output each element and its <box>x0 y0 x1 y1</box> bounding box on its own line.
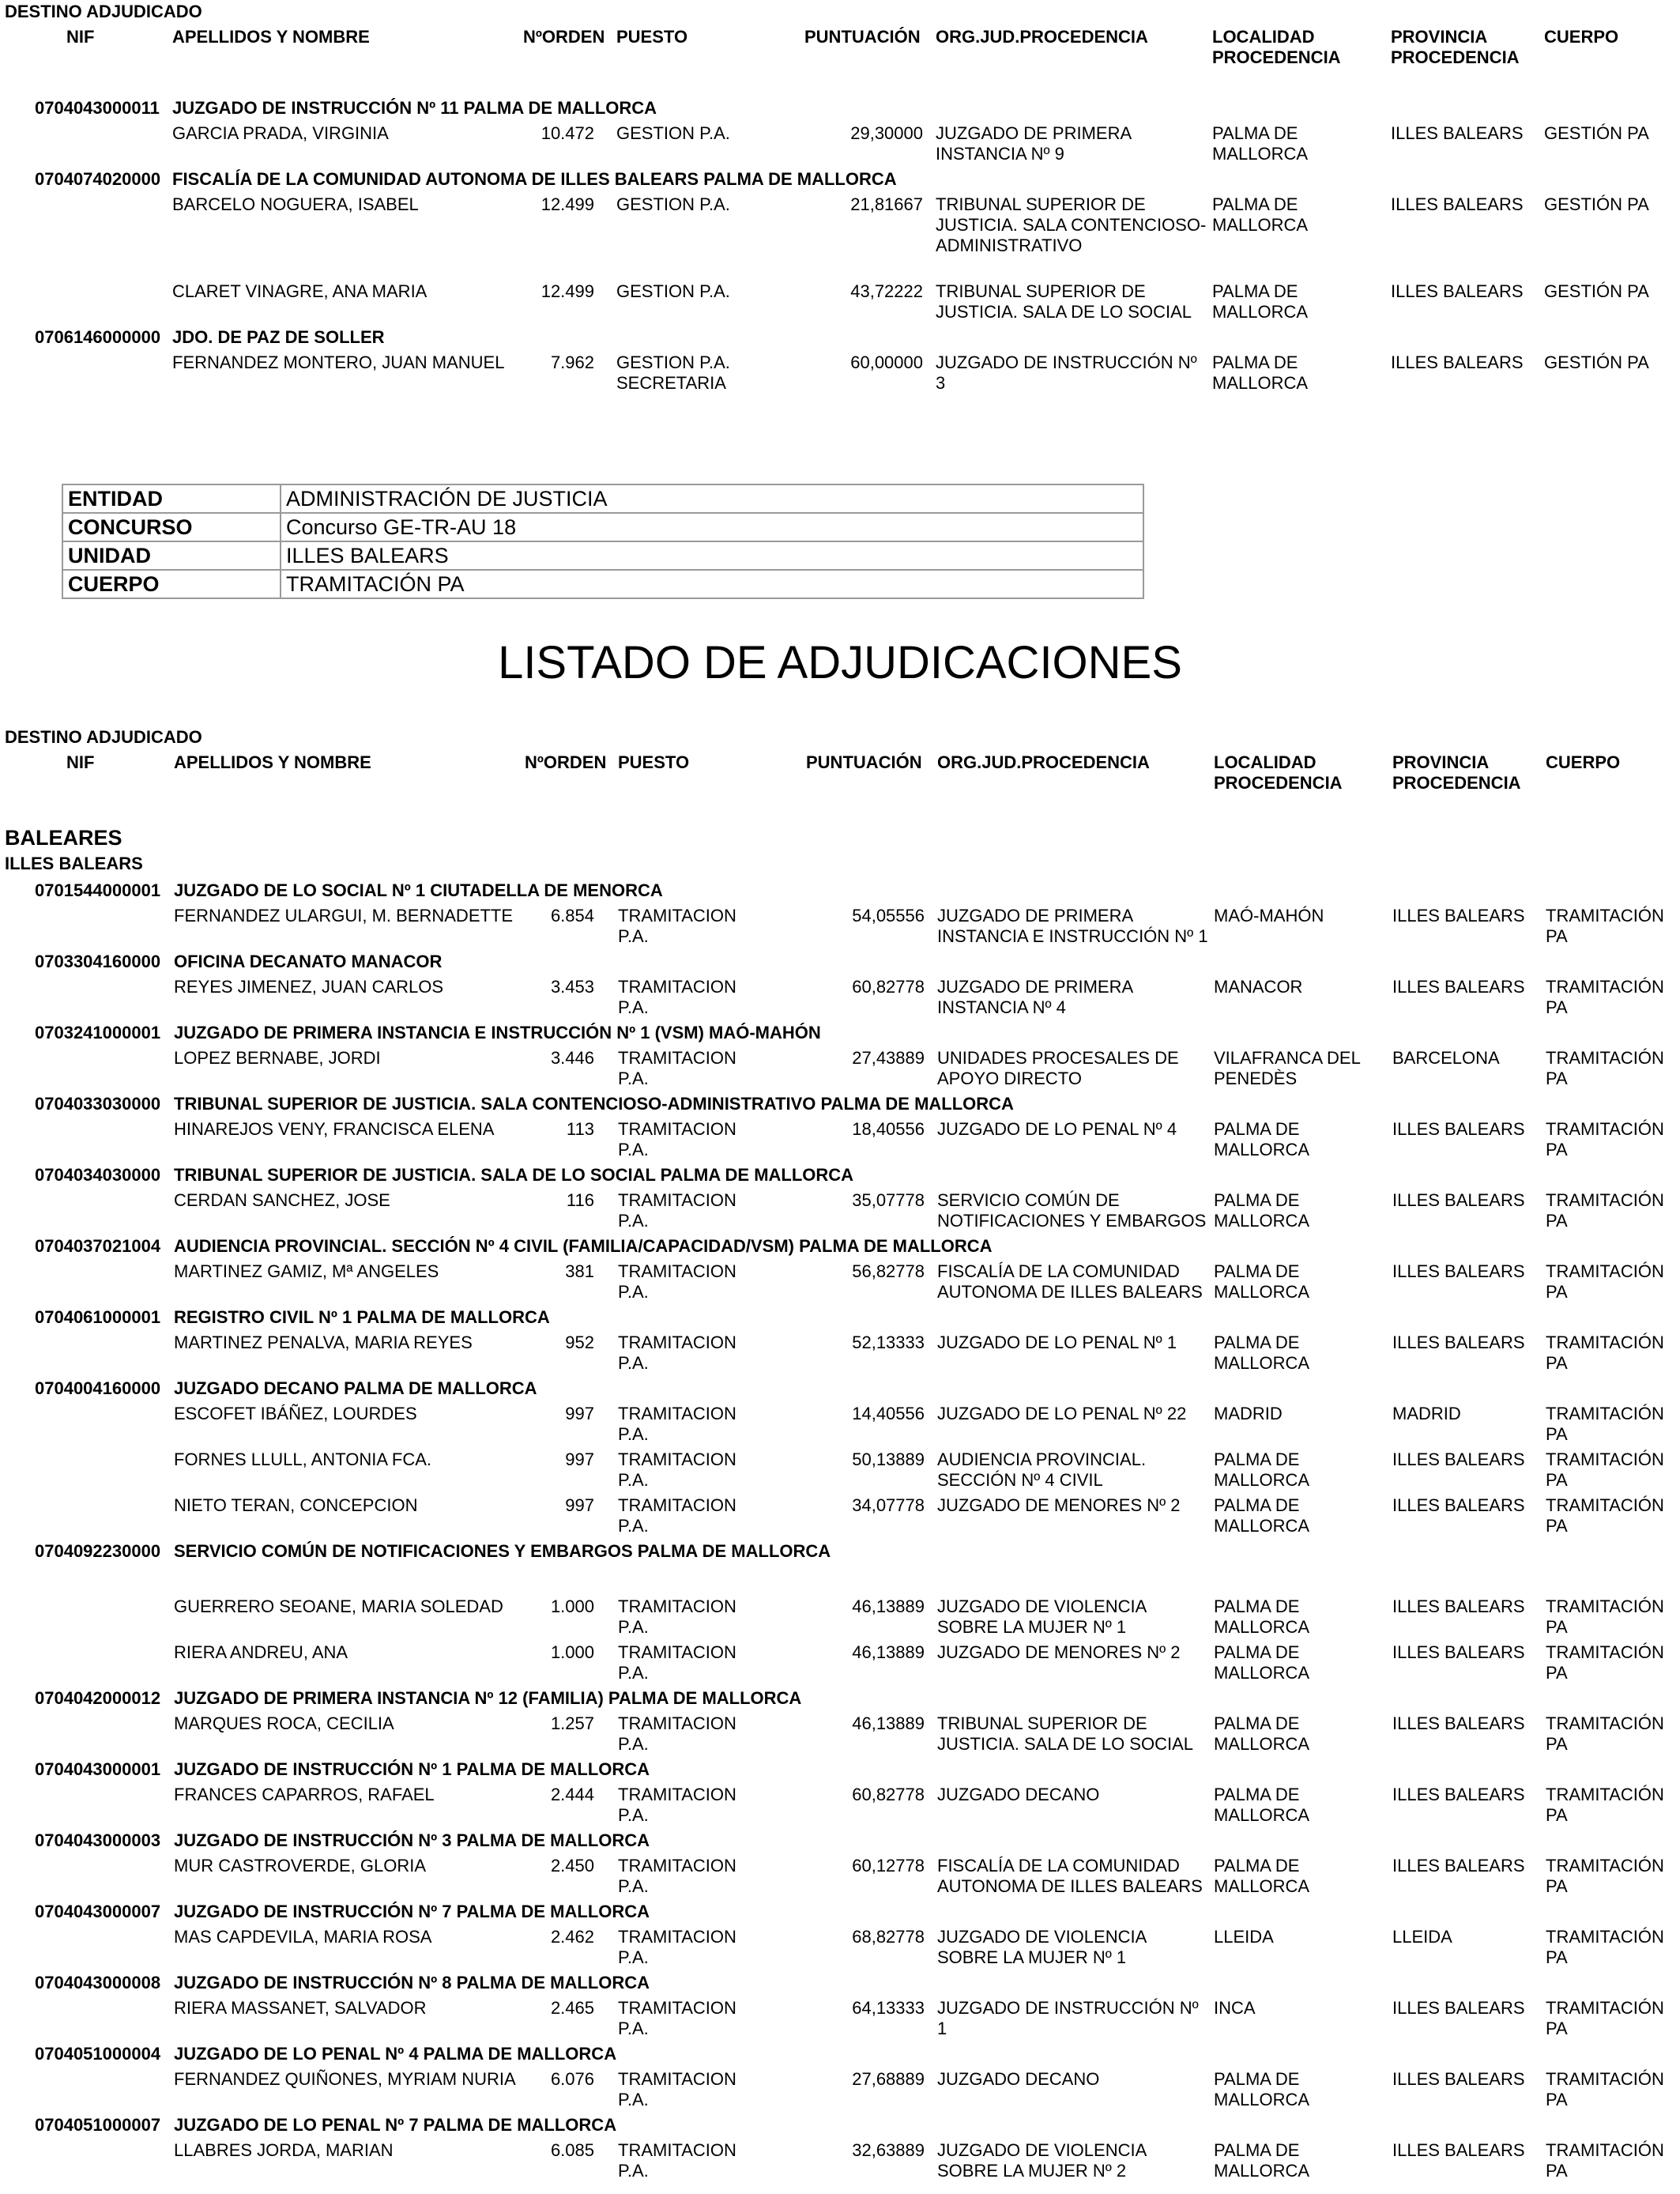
cell-provincia: ILLES BALEARS <box>1392 906 1525 925</box>
cell-org: JUZGADO DE VIOLENCIA SOBRE LA MUJER Nº 1 <box>937 1927 1147 1967</box>
cell-puntos: 21,81667 <box>850 194 923 214</box>
cell-cuerpo: TRAMITACIÓN PA <box>1546 1713 1664 1754</box>
cell-nombre: ESCOFET IBÁÑEZ, LOURDES <box>174 1404 417 1423</box>
cell-org: JUZGADO DECANO <box>937 1785 1100 1804</box>
group-code: 0704033030000 <box>35 1094 161 1114</box>
col-org: ORG.JUD.PROCEDENCIA <box>936 27 1148 47</box>
cell-provincia: LLEIDA <box>1392 1927 1452 1947</box>
cell-provincia: ILLES BALEARS <box>1392 1119 1525 1139</box>
cell-puesto: TRAMITACION P.A. <box>618 1119 736 1159</box>
cell-provincia: ILLES BALEARS <box>1392 1333 1525 1352</box>
cell-orden: 2.444 <box>550 1785 594 1804</box>
cell-localidad: PALMA DE MALLORCA <box>1214 1333 1310 1373</box>
cell-puesto: GESTION P.A. <box>616 194 730 214</box>
group-code: 0704043000008 <box>35 1973 161 1992</box>
cell-org: JUZGADO DE LO PENAL Nº 4 <box>937 1119 1177 1139</box>
cell-puntos: 32,63889 <box>852 2140 925 2160</box>
info-row-concurso <box>62 513 1143 541</box>
cell-cuerpo: TRAMITACIÓN PA <box>1546 1449 1664 1490</box>
cell-localidad: PALMA DE MALLORCA <box>1212 123 1309 164</box>
cell-orden: 6.076 <box>550 2069 594 2089</box>
cell-org: JUZGADO DE MENORES Nº 2 <box>937 1642 1181 1662</box>
cell-org: JUZGADO DE VIOLENCIA SOBRE LA MUJER Nº 1 <box>937 1596 1147 1637</box>
cell-cuerpo: TRAMITACIÓN PA <box>1546 1596 1664 1637</box>
group-code: 0703304160000 <box>35 952 161 971</box>
cell-localidad: MAÓ-MAHÓN <box>1214 906 1324 925</box>
cell-provincia: ILLES BALEARS <box>1392 2069 1525 2089</box>
cell-localidad: PALMA DE MALLORCA <box>1214 1449 1310 1490</box>
cell-puesto: TRAMITACION P.A. <box>618 1856 736 1896</box>
cell-puntos: 56,82778 <box>852 1261 925 1281</box>
cell-localidad: PALMA DE MALLORCA <box>1212 352 1309 393</box>
col-orden: NºORDEN <box>525 752 607 772</box>
group-code: 0704037021004 <box>35 1236 161 1256</box>
cell-cuerpo: TRAMITACIÓN PA <box>1546 1495 1664 1536</box>
cell-org: TRIBUNAL SUPERIOR DE JUSTICIA. SALA DE LO SOCIAL <box>936 281 1192 322</box>
cell-localidad: PALMA DE MALLORCA <box>1214 2069 1310 2109</box>
cell-cuerpo: TRAMITACIÓN PA <box>1546 1642 1664 1683</box>
cell-provincia: ILLES BALEARS <box>1392 1596 1525 1616</box>
cell-localidad: PALMA DE MALLORCA <box>1214 2140 1310 2181</box>
group-name: JUZGADO DE PRIMERA INSTANCIA E INSTRUCCIÓN Nº 1 (VSM) MAÓ-MAHÓN <box>174 1023 821 1042</box>
group-name: AUDIENCIA PROVINCIAL. SECCIÓN Nº 4 CIVIL (FAMILIA/CAPACIDAD/VSM) PALMA DE MALLORCA <box>174 1236 993 1256</box>
col-nif: NIF <box>66 752 95 772</box>
cell-provincia: ILLES BALEARS <box>1392 1998 1525 2018</box>
cell-provincia: ILLES BALEARS <box>1392 1785 1525 1804</box>
col-puesto: PUESTO <box>618 752 690 772</box>
group-code: 0704043000001 <box>35 1759 161 1779</box>
col-provincia: PROVINCIA PROCEDENCIA <box>1391 27 1520 67</box>
cell-nombre: MARQUES ROCA, CECILIA <box>174 1713 394 1733</box>
cell-cuerpo: TRAMITACIÓN PA <box>1546 1785 1664 1825</box>
cell-orden: 997 <box>565 1495 594 1515</box>
cell-provincia: ILLES BALEARS <box>1391 281 1524 301</box>
info-label: CUERPO <box>62 570 281 598</box>
cell-puntos: 35,07778 <box>852 1190 925 1210</box>
group-code: 0704051000004 <box>35 2044 161 2064</box>
cell-nombre: RIERA ANDREU, ANA <box>174 1642 348 1662</box>
destino-header: DESTINO ADJUDICADO <box>5 727 202 747</box>
cell-puesto: TRAMITACION P.A. <box>618 1404 736 1444</box>
cell-orden: 6.854 <box>550 906 594 925</box>
info-value: ILLES BALEARS <box>281 541 1143 570</box>
cell-localidad: VILAFRANCA DEL PENEDÈS <box>1214 1048 1361 1088</box>
group-code: 0704051000007 <box>35 2115 161 2135</box>
cell-provincia: ILLES BALEARS <box>1391 352 1524 372</box>
group-name: JUZGADO DE INSTRUCCIÓN Nº 8 PALMA DE MALLORCA <box>174 1973 650 1992</box>
cell-puntos: 46,13889 <box>852 1642 925 1662</box>
group-name: JUZGADO DE LO PENAL Nº 7 PALMA DE MALLORCA <box>174 2115 617 2135</box>
group-name: JUZGADO DE INSTRUCCIÓN Nº 3 PALMA DE MALLORCA <box>174 1830 650 1850</box>
cell-orden: 2.450 <box>550 1856 594 1875</box>
region-heading: BALEARES <box>5 826 122 850</box>
cell-puesto: GESTION P.A. SECRETARIA <box>616 352 730 393</box>
group-name: TRIBUNAL SUPERIOR DE JUSTICIA. SALA CONTENCIOSO-ADMINISTRATIVO PALMA DE MALLORCA <box>174 1094 1014 1114</box>
cell-provincia: BARCELONA <box>1392 1048 1500 1068</box>
cell-puesto: TRAMITACION P.A. <box>618 1642 736 1683</box>
cell-org: TRIBUNAL SUPERIOR DE JUSTICIA. SALA CONTENCIOSO-ADMINISTRATIVO <box>936 194 1207 255</box>
group-code: 0704034030000 <box>35 1165 161 1185</box>
cell-orden: 381 <box>565 1261 594 1281</box>
cell-org: JUZGADO DE MENORES Nº 2 <box>937 1495 1181 1515</box>
cell-orden: 12.499 <box>541 194 594 214</box>
cell-org: JUZGADO DE LO PENAL Nº 1 <box>937 1333 1177 1352</box>
col-cuerpo: CUERPO <box>1544 27 1619 47</box>
cell-provincia: ILLES BALEARS <box>1392 1449 1525 1469</box>
cell-localidad: PALMA DE MALLORCA <box>1214 1495 1310 1536</box>
cell-nombre: LOPEZ BERNABE, JORDI <box>174 1048 381 1068</box>
group-name: JDO. DE PAZ DE SOLLER <box>172 327 385 347</box>
cell-puesto: TRAMITACION P.A. <box>618 906 736 946</box>
cell-orden: 3.453 <box>550 977 594 997</box>
col-cuerpo: CUERPO <box>1546 752 1621 772</box>
cell-localidad: PALMA DE MALLORCA <box>1214 1713 1310 1754</box>
cell-provincia: ILLES BALEARS <box>1392 1495 1525 1515</box>
cell-orden: 2.465 <box>550 1998 594 2018</box>
cell-nombre: CLARET VINAGRE, ANA MARIA <box>172 281 428 301</box>
cell-puesto: TRAMITACION P.A. <box>618 2069 736 2109</box>
cell-provincia: ILLES BALEARS <box>1392 1261 1525 1281</box>
cell-org: FISCALÍA DE LA COMUNIDAD AUTONOMA DE ILLES BALEARS <box>937 1856 1203 1896</box>
cell-puntos: 54,05556 <box>852 906 925 925</box>
cell-provincia: ILLES BALEARS <box>1391 123 1524 143</box>
col-orden: NºORDEN <box>523 27 605 47</box>
cell-puntos: 18,40556 <box>852 1119 925 1139</box>
cell-cuerpo: TRAMITACIÓN PA <box>1546 1333 1664 1373</box>
subregion-heading: ILLES BALEARS <box>5 854 143 873</box>
col-puntuacion: PUNTUACIÓN <box>804 27 921 47</box>
cell-nombre: LLABRES JORDA, MARIAN <box>174 2140 394 2160</box>
cell-orden: 10.472 <box>541 123 594 143</box>
cell-orden: 1.257 <box>550 1713 594 1733</box>
col-puesto: PUESTO <box>616 27 688 47</box>
cell-nombre: BARCELO NOGUERA, ISABEL <box>172 194 419 214</box>
cell-nombre: CERDAN SANCHEZ, JOSE <box>174 1190 390 1210</box>
cell-orden: 997 <box>565 1449 594 1469</box>
cell-nombre: RIERA MASSANET, SALVADOR <box>174 1998 427 2018</box>
cell-puntos: 52,13333 <box>852 1333 925 1352</box>
group-code: 0701544000001 <box>35 880 161 900</box>
cell-localidad: PALMA DE MALLORCA <box>1214 1119 1310 1159</box>
info-value: Concurso GE-TR-AU 18 <box>281 513 1143 541</box>
group-code: 0704074020000 <box>35 169 161 189</box>
cell-org: AUDIENCIA PROVINCIAL. SECCIÓN Nº 4 CIVIL <box>937 1449 1147 1490</box>
cell-nombre: FORNES LLULL, ANTONIA FCA. <box>174 1449 432 1469</box>
cell-nombre: REYES JIMENEZ, JUAN CARLOS <box>174 977 444 997</box>
info-row-cuerpo <box>62 570 1143 598</box>
cell-org: TRIBUNAL SUPERIOR DE JUSTICIA. SALA DE LO SOCIAL <box>937 1713 1193 1754</box>
cell-puesto: TRAMITACION P.A. <box>618 1998 736 2038</box>
cell-provincia: ILLES BALEARS <box>1392 2140 1525 2160</box>
group-name: JUZGADO DECANO PALMA DE MALLORCA <box>174 1378 537 1398</box>
cell-org: SERVICIO COMÚN DE NOTIFICACIONES Y EMBARGOS <box>937 1190 1207 1231</box>
col-org: ORG.JUD.PROCEDENCIA <box>937 752 1150 772</box>
cell-nombre: MARTINEZ GAMIZ, Mª ANGELES <box>174 1261 439 1281</box>
cell-orden: 1.000 <box>550 1642 594 1662</box>
cell-puesto: TRAMITACION P.A. <box>618 1927 736 1967</box>
cell-puesto: TRAMITACION P.A. <box>618 1261 736 1302</box>
cell-org: JUZGADO DE VIOLENCIA SOBRE LA MUJER Nº 2 <box>937 2140 1147 2181</box>
cell-localidad: PALMA DE MALLORCA <box>1212 194 1309 235</box>
cell-puntos: 60,12778 <box>852 1856 925 1875</box>
cell-localidad: PALMA DE MALLORCA <box>1214 1856 1310 1896</box>
cell-cuerpo: GESTIÓN PA <box>1544 281 1649 301</box>
group-name: REGISTRO CIVIL Nº 1 PALMA DE MALLORCA <box>174 1307 550 1327</box>
cell-provincia: ILLES BALEARS <box>1392 1713 1525 1733</box>
cell-puesto: TRAMITACION P.A. <box>618 1190 736 1231</box>
group-name: TRIBUNAL SUPERIOR DE JUSTICIA. SALA DE LO SOCIAL PALMA DE MALLORCA <box>174 1165 854 1185</box>
cell-cuerpo: TRAMITACIÓN PA <box>1546 1119 1664 1159</box>
cell-localidad: PALMA DE MALLORCA <box>1214 1190 1310 1231</box>
cell-cuerpo: TRAMITACIÓN PA <box>1546 1261 1664 1302</box>
cell-nombre: NIETO TERAN, CONCEPCION <box>174 1495 418 1515</box>
col-apellidos: APELLIDOS Y NOMBRE <box>172 27 370 47</box>
col-nif: NIF <box>66 27 95 47</box>
cell-cuerpo: TRAMITACIÓN PA <box>1546 1404 1664 1444</box>
group-name: SERVICIO COMÚN DE NOTIFICACIONES Y EMBARGOS PALMA DE MALLORCA <box>174 1541 831 1561</box>
cell-localidad: PALMA DE MALLORCA <box>1212 281 1309 322</box>
cell-cuerpo: TRAMITACIÓN PA <box>1546 1190 1664 1231</box>
cell-cuerpo: TRAMITACIÓN PA <box>1546 977 1664 1017</box>
cell-puesto: GESTION P.A. <box>616 123 730 143</box>
cell-orden: 3.446 <box>550 1048 594 1068</box>
cell-cuerpo: TRAMITACIÓN PA <box>1546 1998 1664 2038</box>
cell-orden: 113 <box>566 1119 594 1139</box>
cell-nombre: MAS CAPDEVILA, MARIA ROSA <box>174 1927 432 1947</box>
cell-provincia: ILLES BALEARS <box>1392 1190 1525 1210</box>
group-code: 0703241000001 <box>35 1023 161 1042</box>
cell-localidad: PALMA DE MALLORCA <box>1214 1596 1310 1637</box>
cell-nombre: MUR CASTROVERDE, GLORIA <box>174 1856 427 1875</box>
cell-puesto: TRAMITACION P.A. <box>618 977 736 1017</box>
cell-puntos: 46,13889 <box>852 1596 925 1616</box>
cell-org: JUZGADO DECANO <box>937 2069 1100 2089</box>
info-label: UNIDAD <box>62 541 281 570</box>
cell-orden: 2.462 <box>550 1927 594 1947</box>
cell-cuerpo: TRAMITACIÓN PA <box>1546 1856 1664 1896</box>
cell-puntos: 27,43889 <box>852 1048 925 1068</box>
cell-cuerpo: TRAMITACIÓN PA <box>1546 2140 1664 2181</box>
cell-puesto: TRAMITACION P.A. <box>618 1048 736 1088</box>
group-code: 0704042000012 <box>35 1688 161 1708</box>
cell-puesto: TRAMITACION P.A. <box>618 1333 736 1373</box>
cell-localidad: INCA <box>1214 1998 1256 2018</box>
cell-localidad: LLEIDA <box>1214 1927 1274 1947</box>
cell-cuerpo: TRAMITACIÓN PA <box>1546 1048 1664 1088</box>
cell-org: JUZGADO DE PRIMERA INSTANCIA Nº 9 <box>936 123 1131 164</box>
group-code: 0704092230000 <box>35 1541 161 1561</box>
group-name: JUZGADO DE PRIMERA INSTANCIA Nº 12 (FAMILIA) PALMA DE MALLORCA <box>174 1688 802 1708</box>
cell-puntos: 60,00000 <box>850 352 923 372</box>
group-code: 0704004160000 <box>35 1378 161 1398</box>
cell-nombre: HINAREJOS VENY, FRANCISCA ELENA <box>174 1119 495 1139</box>
cell-puntos: 43,72222 <box>850 281 923 301</box>
cell-localidad: PALMA DE MALLORCA <box>1214 1785 1310 1825</box>
cell-nombre: FERNANDEZ QUIÑONES, MYRIAM NURIA <box>174 2069 516 2089</box>
cell-nombre: MARTINEZ PENALVA, MARIA REYES <box>174 1333 473 1352</box>
group-name: JUZGADO DE INSTRUCCIÓN Nº 1 PALMA DE MALLORCA <box>174 1759 650 1779</box>
cell-localidad: MANACOR <box>1214 977 1303 997</box>
cell-provincia: ILLES BALEARS <box>1392 1856 1525 1875</box>
cell-puesto: TRAMITACION P.A. <box>618 1596 736 1637</box>
cell-puesto: TRAMITACION P.A. <box>618 1785 736 1825</box>
cell-orden: 6.085 <box>550 2140 594 2160</box>
cell-nombre: GARCIA PRADA, VIRGINIA <box>172 123 389 143</box>
cell-localidad: MADRID <box>1214 1404 1283 1423</box>
cell-orden: 952 <box>565 1333 594 1352</box>
col-provincia: PROVINCIA PROCEDENCIA <box>1392 752 1521 793</box>
group-name: JUZGADO DE INSTRUCCIÓN Nº 7 PALMA DE MALLORCA <box>174 1902 650 1921</box>
cell-provincia: ILLES BALEARS <box>1392 977 1525 997</box>
cell-cuerpo: GESTIÓN PA <box>1544 352 1649 372</box>
group-code: 0704061000001 <box>35 1307 161 1327</box>
cell-org: JUZGADO DE PRIMERA INSTANCIA E INSTRUCCIÓN Nº 1 <box>937 906 1208 946</box>
cell-nombre: FERNANDEZ MONTERO, JUAN MANUEL <box>172 352 505 372</box>
info-value: ADMINISTRACIÓN DE JUSTICIA <box>281 484 1143 513</box>
cell-org: UNIDADES PROCESALES DE APOYO DIRECTO <box>937 1048 1179 1088</box>
col-localidad: LOCALIDAD PROCEDENCIA <box>1214 752 1343 793</box>
group-code: 0704043000011 <box>35 98 160 118</box>
group-name: OFICINA DECANATO MANACOR <box>174 952 443 971</box>
cell-localidad: PALMA DE MALLORCA <box>1214 1261 1310 1302</box>
cell-org: JUZGADO DE INSTRUCCIÓN Nº 3 <box>936 352 1197 393</box>
cell-puesto: TRAMITACION P.A. <box>618 2140 736 2181</box>
cell-localidad: PALMA DE MALLORCA <box>1214 1642 1310 1683</box>
destino-header: DESTINO ADJUDICADO <box>5 2 202 21</box>
cell-puesto: TRAMITACION P.A. <box>618 1449 736 1490</box>
group-name: JUZGADO DE INSTRUCCIÓN Nº 11 PALMA DE MALLORCA <box>172 98 657 118</box>
cell-provincia: ILLES BALEARS <box>1391 194 1524 214</box>
group-code: 0704043000007 <box>35 1902 161 1921</box>
cell-orden: 7.962 <box>550 352 594 372</box>
cell-orden: 1.000 <box>550 1596 594 1616</box>
cell-nombre: FRANCES CAPARROS, RAFAEL <box>174 1785 435 1804</box>
cell-nombre: GUERRERO SEOANE, MARIA SOLEDAD <box>174 1596 503 1616</box>
cell-puntos: 46,13889 <box>852 1713 925 1733</box>
cell-nombre: FERNANDEZ ULARGUI, M. BERNADETTE <box>174 906 514 925</box>
cell-provincia: MADRID <box>1392 1404 1461 1423</box>
cell-cuerpo: TRAMITACIÓN PA <box>1546 2069 1664 2109</box>
group-name: FISCALÍA DE LA COMUNIDAD AUTONOMA DE ILLES BALEARS PALMA DE MALLORCA <box>172 169 897 189</box>
cell-puntos: 60,82778 <box>852 977 925 997</box>
info-value: TRAMITACIÓN PA <box>281 570 1143 598</box>
cell-provincia: ILLES BALEARS <box>1392 1642 1525 1662</box>
col-localidad: LOCALIDAD PROCEDENCIA <box>1212 27 1341 67</box>
group-code: 0704043000003 <box>35 1830 161 1850</box>
cell-puntos: 60,82778 <box>852 1785 925 1804</box>
cell-cuerpo: GESTIÓN PA <box>1544 123 1649 143</box>
info-row-unidad <box>62 541 1143 570</box>
cell-org: FISCALÍA DE LA COMUNIDAD AUTONOMA DE ILLES BALEARS <box>937 1261 1203 1302</box>
cell-puntos: 64,13333 <box>852 1998 925 2018</box>
cell-org: JUZGADO DE LO PENAL Nº 22 <box>937 1404 1187 1423</box>
cell-cuerpo: TRAMITACIÓN PA <box>1546 1927 1664 1967</box>
info-label: CONCURSO <box>62 513 281 541</box>
cell-puntos: 34,07778 <box>852 1495 925 1515</box>
cell-puntos: 29,30000 <box>850 123 923 143</box>
page-title: LISTADO DE ADJUDICACIONES <box>498 637 1182 688</box>
cell-puntos: 50,13889 <box>852 1449 925 1469</box>
cell-cuerpo: GESTIÓN PA <box>1544 194 1649 214</box>
cell-puesto: TRAMITACION P.A. <box>618 1713 736 1754</box>
info-row-entidad <box>62 484 1143 513</box>
cell-org: JUZGADO DE PRIMERA INSTANCIA Nº 4 <box>937 977 1132 1017</box>
cell-puesto: TRAMITACION P.A. <box>618 1495 736 1536</box>
col-puntuacion: PUNTUACIÓN <box>806 752 922 772</box>
cell-puntos: 68,82778 <box>852 1927 925 1947</box>
group-code: 0706146000000 <box>35 327 161 347</box>
cell-cuerpo: TRAMITACIÓN PA <box>1546 906 1664 946</box>
cell-puntos: 14,40556 <box>852 1404 925 1423</box>
cell-orden: 997 <box>565 1404 594 1423</box>
cell-puesto: GESTION P.A. <box>616 281 730 301</box>
info-box <box>62 484 1144 599</box>
cell-orden: 116 <box>566 1190 594 1210</box>
cell-org: JUZGADO DE INSTRUCCIÓN Nº 1 <box>937 1998 1199 2038</box>
cell-puntos: 27,68889 <box>852 2069 925 2089</box>
group-name: JUZGADO DE LO SOCIAL Nº 1 CIUTADELLA DE MENORCA <box>174 880 663 900</box>
info-label: ENTIDAD <box>62 484 281 513</box>
cell-orden: 12.499 <box>541 281 594 301</box>
group-name: JUZGADO DE LO PENAL Nº 4 PALMA DE MALLORCA <box>174 2044 617 2064</box>
col-apellidos: APELLIDOS Y NOMBRE <box>174 752 371 772</box>
